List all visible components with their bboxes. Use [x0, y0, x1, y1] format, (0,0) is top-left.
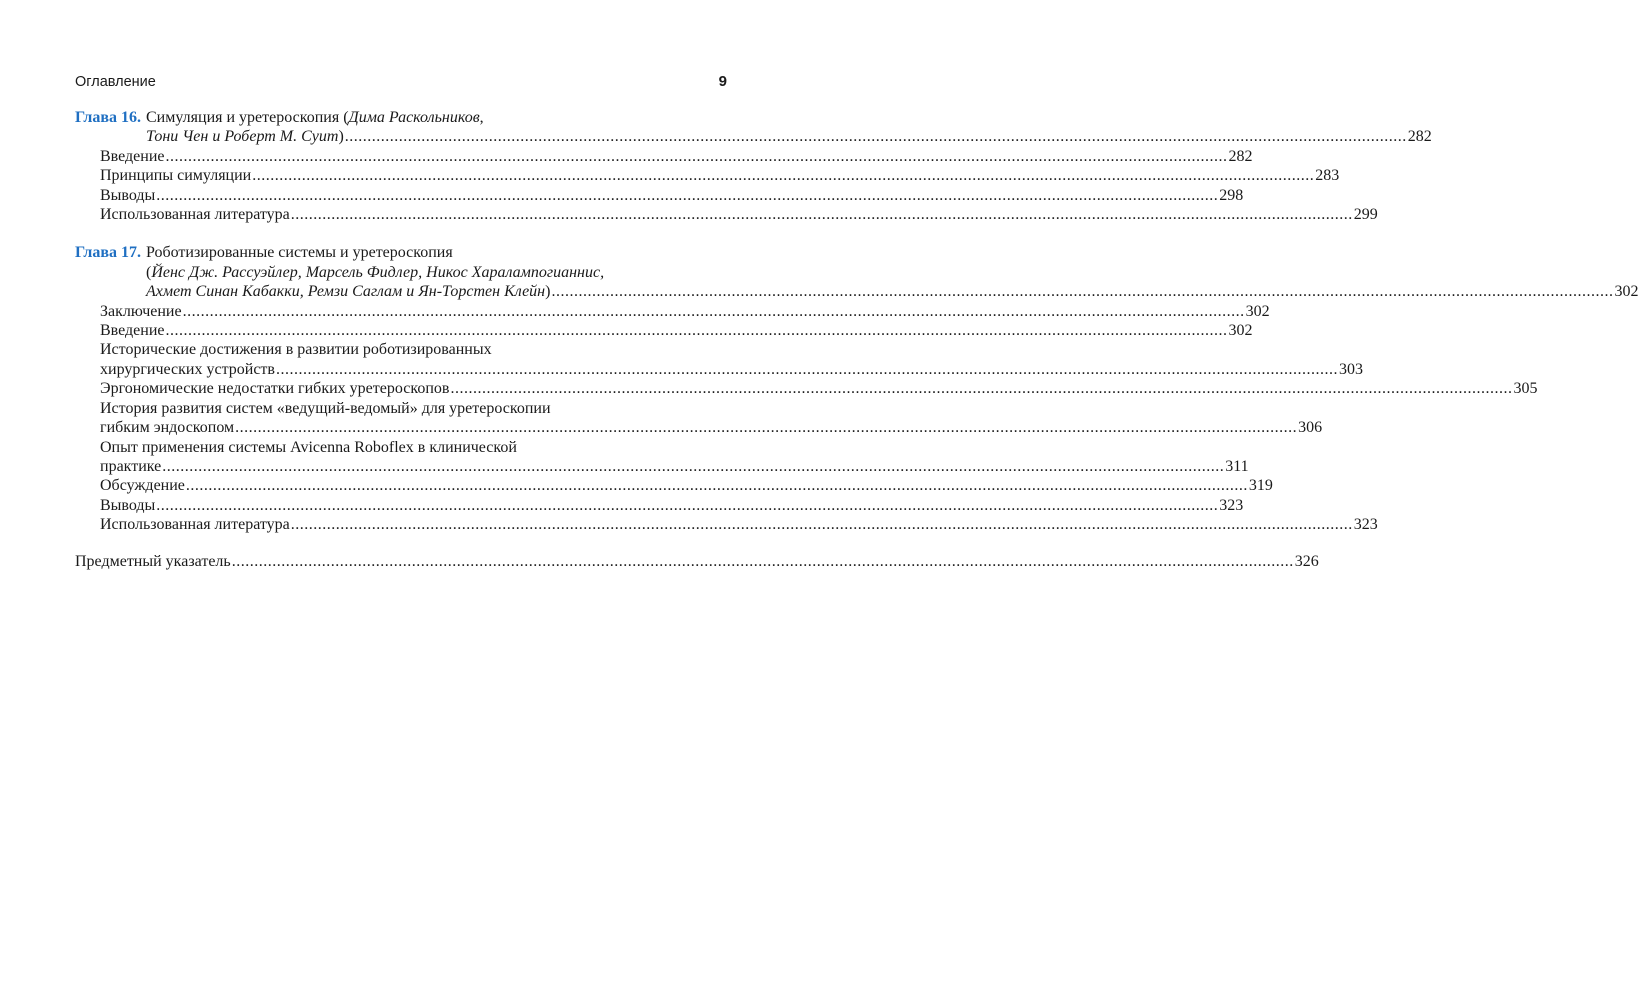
page-ref: 299 — [1353, 206, 1378, 224]
toc-entry[interactable] — [100, 205, 1378, 224]
toc-entry[interactable] — [100, 360, 1363, 379]
entry-title: Обсуждение — [100, 477, 185, 495]
page-ref: 283 — [1315, 167, 1340, 185]
entry-title: практике — [100, 457, 162, 475]
chapter-authors-row1: (Йенс Дж. Рассуэйлер, Марсель Фидлер, Никос Харалампогианнис, — [146, 263, 605, 281]
chapter-17 — [75, 243, 1638, 534]
entry-title: Введение — [100, 322, 165, 340]
dot-leader — [156, 496, 1218, 515]
header-page-number: 9 — [718, 73, 727, 90]
toc-entry[interactable] — [100, 186, 1244, 205]
page-ref: 302 — [1245, 302, 1270, 320]
chapter-label[interactable]: Глава 17. — [75, 244, 141, 262]
page-ref: 323 — [1219, 496, 1244, 514]
dot-leader — [276, 360, 1338, 379]
toc-page — [75, 72, 1638, 571]
entry-title: Выводы — [100, 496, 156, 514]
dot-leader — [252, 166, 1314, 185]
page-ref: 326 — [1294, 552, 1319, 570]
entry-title: Принципы симуляции — [100, 167, 252, 185]
chapter-authors-line1: Дима Раскольников — [348, 109, 480, 126]
toc-entry[interactable] — [100, 496, 1244, 515]
dot-leader — [291, 515, 1353, 534]
toc-entry[interactable] — [100, 476, 1273, 495]
dot-leader — [156, 186, 1218, 205]
entry-title: гибким эндоскопом — [100, 419, 235, 437]
chapter-authors-line2: Тони Чен и Роберт М. Суит — [146, 128, 339, 146]
toc-entry[interactable] — [100, 379, 1538, 398]
chapter-authors-line2: Ахмет Синан Кабакки, Ремзи Саглам и Ян-Торстен Клейн — [146, 283, 546, 301]
toc-entry[interactable] — [100, 457, 1249, 476]
chapter-authors-row[interactable]: Ахмет Синан Кабакки, Ремзи Саглам и Ян-Торстен Клейн) ..... 302 — [146, 282, 1638, 301]
page-ref: 302 — [1614, 283, 1638, 301]
toc-entry[interactable] — [100, 321, 1253, 340]
index-title: Предметный указатель — [75, 552, 231, 570]
entry-title-first-line: Опыт применения системы Avicenna Roboflex в клинической — [100, 438, 517, 456]
dot-leader — [450, 379, 1512, 398]
entry-title: Эргономические недостатки гибких уретероскопов — [100, 380, 450, 398]
entry-title: Заключение — [100, 302, 182, 320]
entry-title: Выводы — [100, 186, 156, 204]
dot-leader — [551, 282, 1613, 301]
toc-entry[interactable] — [100, 166, 1340, 185]
index-entry[interactable] — [75, 552, 1319, 571]
dot-leader — [183, 302, 1245, 321]
chapter-16 — [75, 108, 1432, 224]
chapter-title-line: Симуляция и уретероскопия (Дима Раскольников, — [146, 109, 484, 126]
entry-title: Введение — [100, 147, 165, 165]
entry-title: Использованная литература — [100, 516, 290, 534]
page-ref: 323 — [1353, 516, 1378, 534]
toc-entry[interactable] — [100, 515, 1378, 534]
dot-leader — [166, 321, 1228, 340]
dot-leader — [232, 552, 1294, 571]
chapter-label[interactable]: Глава 16. — [75, 109, 141, 126]
entry-title: Использованная литература — [100, 206, 290, 224]
page-ref: 282 — [1228, 147, 1253, 165]
chapter-title: Симуляция и уретероскопия — [146, 109, 340, 126]
page-ref: 319 — [1248, 477, 1273, 495]
entry-title-first-line: История развития систем «ведущий-ведомый» для уретероскопии — [100, 399, 551, 417]
page-ref: 282 — [1407, 128, 1432, 146]
page-ref: 311 — [1225, 457, 1249, 475]
page-ref: 298 — [1219, 186, 1244, 204]
page-ref: 302 — [1228, 322, 1253, 340]
dot-leader — [235, 418, 1297, 437]
toc-entry[interactable] — [100, 147, 1253, 166]
dot-leader — [291, 205, 1353, 224]
page-ref: 305 — [1513, 380, 1538, 398]
page-ref: 303 — [1338, 360, 1363, 378]
toc-entry[interactable] — [100, 302, 1270, 321]
dot-leader — [166, 147, 1228, 166]
running-header — [75, 72, 727, 94]
entry-title: хирургических устройств — [100, 360, 275, 378]
chapter-authors-line1: Йенс Дж. Рассуэйлер, Марсель Фидлер, Никос Харалампогианнис, — [151, 263, 605, 281]
page-ref: 306 — [1298, 419, 1323, 437]
header-title: Оглавление — [75, 74, 156, 90]
dot-leader — [345, 127, 1407, 146]
dot-leader — [186, 476, 1248, 495]
entry-title-first-line: Исторические достижения в развитии роботизированных — [100, 341, 492, 359]
dot-leader — [162, 457, 1224, 476]
toc-entry[interactable] — [100, 418, 1323, 437]
chapter-authors-row[interactable]: Тони Чен и Роберт М. Суит) ..... 282 — [146, 127, 1432, 146]
chapter-title: Роботизированные системы и уретероскопия — [146, 244, 453, 262]
